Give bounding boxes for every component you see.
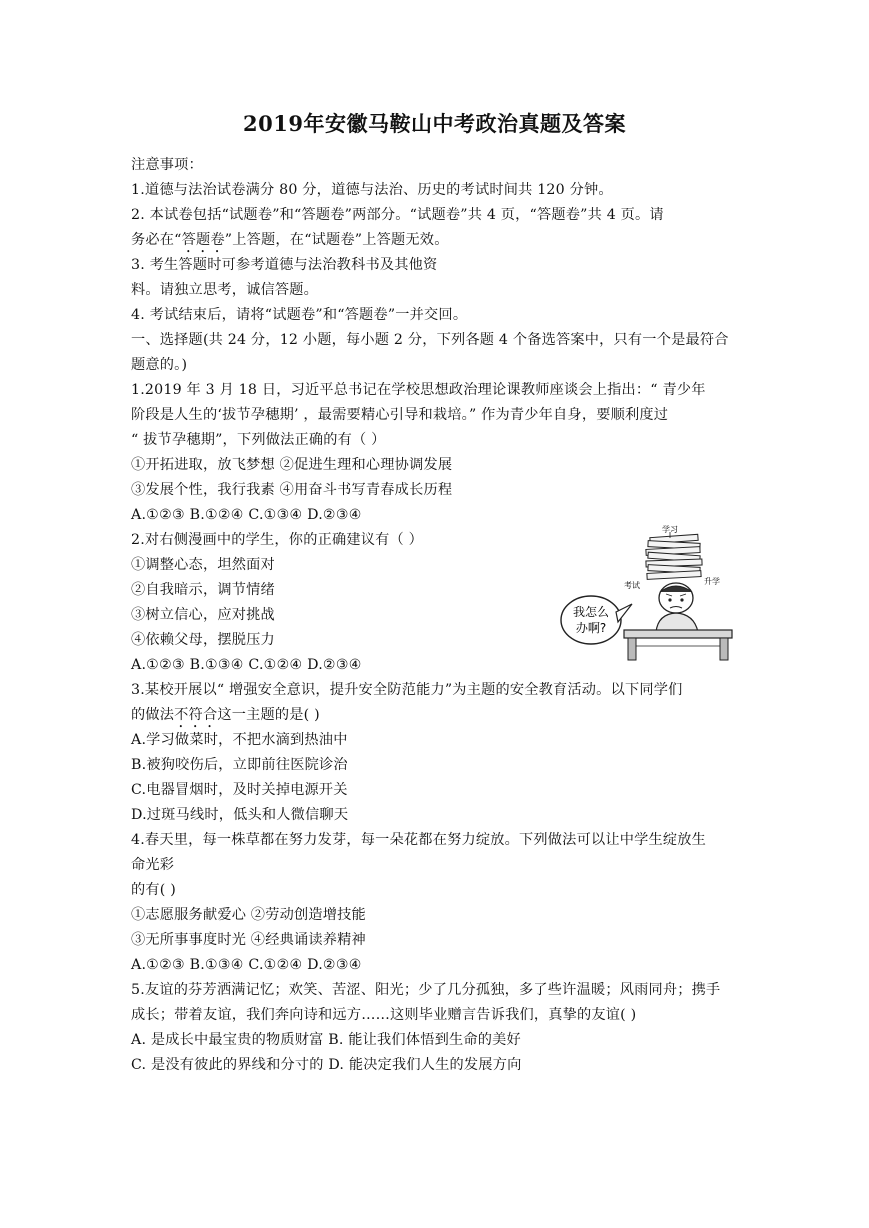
- student-head: [659, 583, 693, 613]
- q1-answers: A.①②③ B.①②④ C.①③④ D.②③④: [131, 507, 362, 523]
- book-label-entrance: 升学: [704, 577, 720, 586]
- q1-stem-line2: 阶段是人生的‘拔节孕穗期’ ，最需要精心引导和栽培。” 作为青少年自身，要顺利度过: [131, 407, 669, 423]
- q2-answers: A.①②③ B.①③④ C.①②④ D.②③④: [131, 657, 362, 673]
- speech-line-1: 我怎么: [572, 605, 610, 619]
- q1-stem-line3: “ 拔节孕穗期”，下列做法正确的有（ ）: [131, 432, 386, 448]
- student-body: [656, 613, 698, 632]
- q1-options-2: ③发展个性，我行我素 ④用奋斗书写青春成长历程: [131, 482, 453, 498]
- notice-item-4: 4. 考试结束后，请将“试题卷”和“答题卷”一并交回。: [131, 307, 468, 323]
- notice-heading: 注意事项：: [131, 157, 203, 173]
- section-heading: 一、选择题(共 24 分，12 小题，每小题 2 分，下列各题 4 个备选答案中，只有一个是最符合: [131, 332, 729, 348]
- desk: [624, 630, 732, 660]
- q4-options-1: ①志愿服务献爱心 ②劳动创造增技能: [131, 907, 366, 923]
- q4-stem-line3: 的有( ): [131, 882, 176, 898]
- q4-stem-line1: 4.春天里，每一株草都在努力发芽，每一朵花都在努力绽放。下列做法可以让中学生绽放生: [131, 832, 707, 848]
- page-title: 2019年安徽马鞍山中考政治真题及答案: [243, 111, 626, 136]
- q4-answers: A.①②③ B.①③④ C.①②④ D.②③④: [131, 957, 362, 973]
- notice-item-3: 3. 考生答题时可参考道德与法治教科书及其他资: [131, 257, 438, 273]
- q4-options-2: ③无所事事度时光 ④经典诵读养精神: [131, 932, 366, 948]
- notice-item-2-cont: 务必在“答题卷”上答题，在“试题卷”上答题无效。: [131, 232, 449, 248]
- speech-bubble-tail: [616, 604, 632, 622]
- notice-item-2: 2. 本试卷包括“试题卷”和“答题卷”两部分。“试题卷”共 4 页，“答题卷”共 4 页。请: [131, 207, 664, 223]
- emphasized-not-conform: 不符合: [174, 707, 218, 723]
- q2-option-2: ②自我暗示，调节情绪: [131, 582, 275, 598]
- q3-option-d: D.过斑马线时，低头和人微信聊天: [131, 807, 349, 823]
- q4-stem-line2: 命光彩: [131, 857, 175, 873]
- q3-stem-line2: 的做法不符合这一主题的是( ): [131, 707, 320, 723]
- q2-option-3: ③树立信心，应对挑战: [131, 607, 275, 623]
- speech-bubble: [561, 596, 621, 644]
- q2-stem: 2.对右侧漫画中的学生，你的正确建议有（ ）: [131, 532, 424, 548]
- book-stack-icon: [646, 534, 702, 579]
- q5-options-ab: A. 是成长中最宝贵的物质财富 B. 能让我们体悟到生命的美好: [131, 1032, 521, 1048]
- q3-stem-line1: 3.某校开展以“ 增强安全意识，提升安全防范能力”为主题的安全教育活动。以下同学们: [131, 682, 683, 698]
- q5-stem-line2: 成长；带着友谊，我们奔向诗和远方……这则毕业赠言告诉我们，真挚的友谊( ): [131, 1007, 637, 1023]
- q2-option-4: ④依赖父母，摆脱压力: [131, 632, 275, 648]
- book-label-exam: 考试: [624, 581, 640, 590]
- speech-line-2: 办啊?: [575, 621, 607, 635]
- q3-option-b: B.被狗咬伤后，立即前往医院诊治: [131, 757, 348, 773]
- notice-item-1: 1.道德与法治试卷满分 80 分，道德与法治、历史的考试时间共 120 分钟。: [131, 182, 613, 198]
- q3-option-a: A.学习做菜时，不把水滴到热油中: [131, 732, 348, 748]
- emphasized-answer-sheet: 答题卷: [181, 232, 225, 248]
- q5-options-cd: C. 是没有彼此的界线和分寸的 D. 能决定我们人生的发展方向: [131, 1057, 522, 1073]
- section-heading-cont: 题意的。): [131, 357, 188, 373]
- book-label-study: 学习: [662, 525, 678, 534]
- q5-stem-line1: 5.友谊的芬芳洒满记忆；欢笑、苦涩、阳光；少了几分孤独，多了些许温暖；风雨同舟；携手: [131, 982, 721, 998]
- q3-option-c: C.电器冒烟时，及时关掉电源开关: [131, 782, 348, 798]
- q2-option-1: ①调整心态，坦然面对: [131, 557, 275, 573]
- notice-item-3-cont: 料。请独立思考，诚信答题。: [131, 282, 319, 298]
- q1-options-1: ①开拓进取，放飞梦想 ②促进生理和心理协调发展: [131, 457, 453, 473]
- stressed-student-cartoon: [558, 524, 738, 662]
- q1-stem-line1: 1.2019 年 3 月 18 日，习近平总书记在学校思想政治理论课教师座谈会上指出：“ 青少年: [131, 382, 706, 398]
